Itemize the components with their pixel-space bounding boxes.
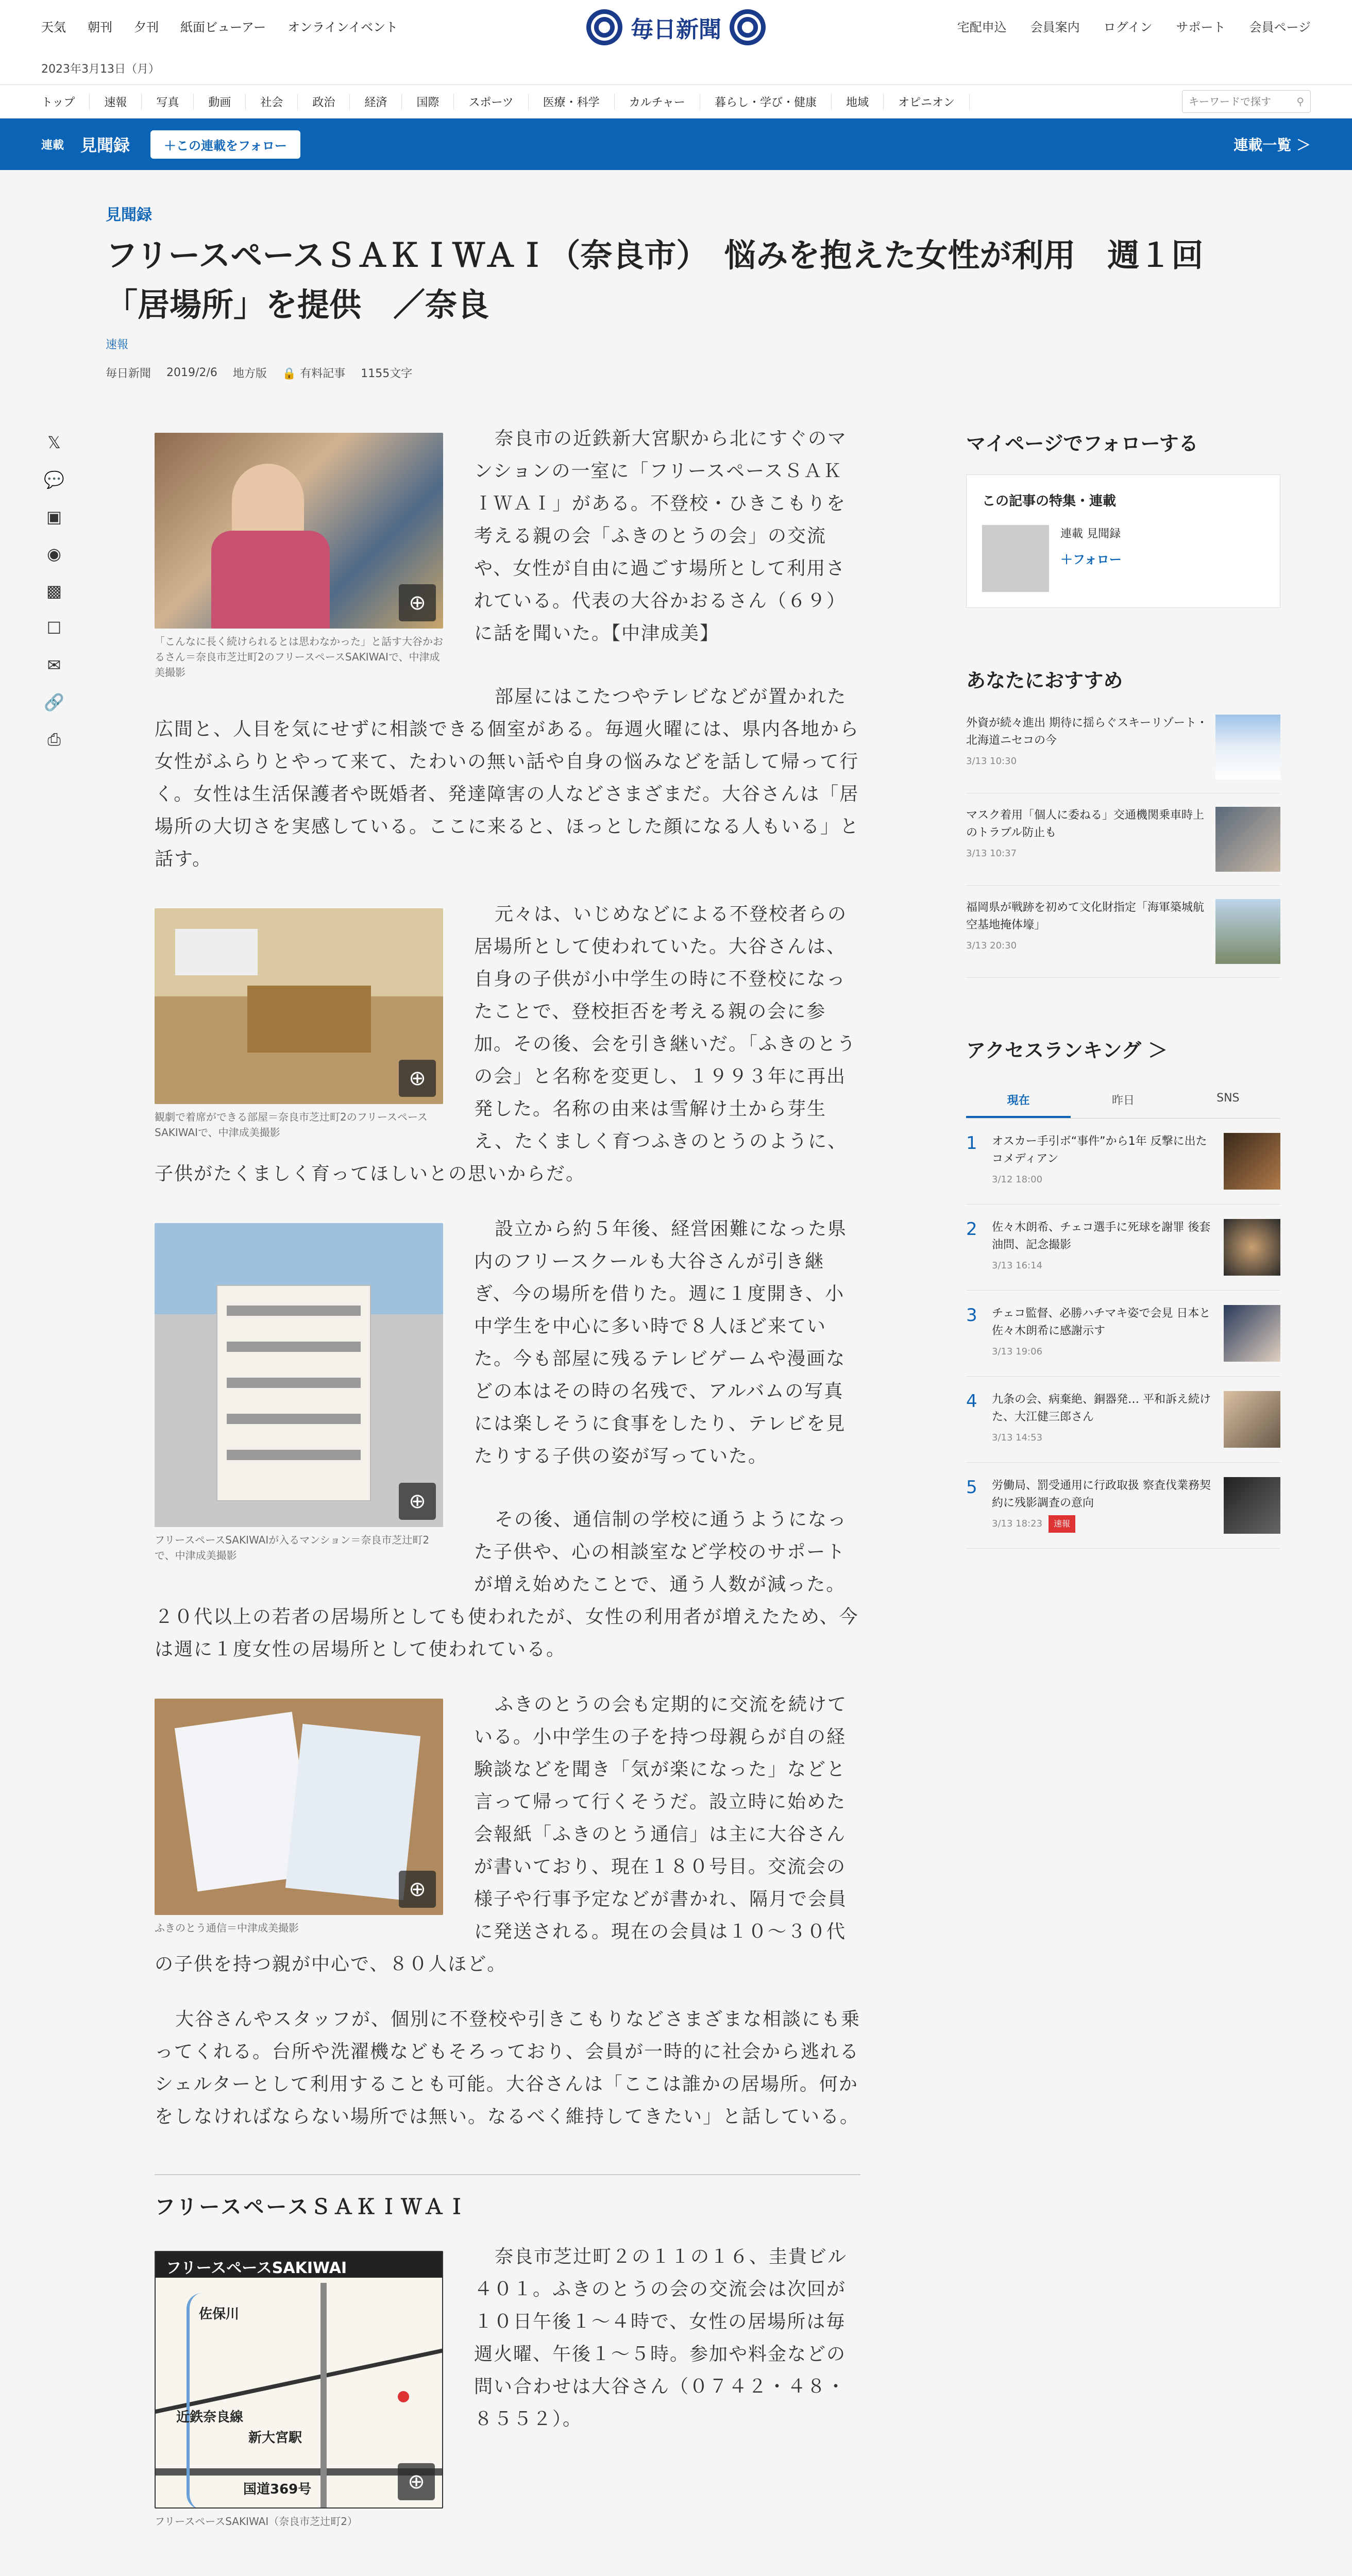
tab-yesterday[interactable]: 昨日 — [1111, 1094, 1135, 1107]
series-card-row — [982, 525, 1264, 592]
recommend-item-thumb — [1215, 899, 1280, 964]
zoom-icon[interactable]: ⊕ — [399, 584, 436, 621]
photo-2 — [155, 908, 443, 1140]
recommend-heading: あなたにおすすめ — [966, 669, 1123, 692]
series-follow-band — [0, 118, 1352, 170]
meta-paid-label: 有料記事 — [300, 367, 346, 380]
main-nav — [0, 84, 1352, 118]
search-icon[interactable]: ⚲ — [1296, 95, 1304, 108]
logo-mark-icon — [730, 9, 766, 45]
bookmark-icon[interactable]: ☐ — [46, 618, 62, 638]
recommend-item-3[interactable] — [966, 886, 1280, 978]
ranking-number: 5 — [966, 1477, 977, 1498]
logo-text: 毎日新聞 — [631, 16, 721, 43]
search-box — [1182, 90, 1311, 113]
photo-1-caption: 「こんなに長く続けられるとは思わなかった」と話す大谷かおるさん＝奈良市芝辻町2のフリースペースSAKIWAIで、中津成美撮影 — [155, 635, 443, 679]
recommend-item-2[interactable] — [966, 793, 1280, 886]
ranking-date: 3/13 19:06 — [992, 1346, 1043, 1357]
article-block-4 — [155, 1688, 860, 1980]
map-caption: フリースペースSAKIWAI（奈良市芝辻町2） — [155, 2515, 358, 2528]
recommend-item-thumb — [1215, 715, 1280, 779]
ranking-number: 4 — [966, 1391, 977, 1412]
top-bar — [0, 0, 1352, 52]
tab-now[interactable]: 現在 — [966, 1083, 1071, 1118]
zoom-icon[interactable]: ⊕ — [399, 1060, 436, 1097]
photo-1-image[interactable] — [155, 433, 443, 629]
paragraph-3: 元々は、いじめなどによる不登校者らの居場所として使われていた。大谷さんは、自身の子供が小中学生の時に不登校になったことで、登校拒否を考える親の会に参加。その後、会を引き継いだ。「ふきのとうの会」と名称を変更し、１９９３年に再出発した。名称の由来は雪解け土から芽生え、たくましく育つふきのとうのように、子供がたくましく育ってほしいとの思いからだ。 — [155, 904, 857, 1184]
recommend-item-title: 外資が続々進出 期待に揺らぐスキーリゾート・北海道ニセコの今 — [966, 717, 1208, 747]
link-icon[interactable]: 🔗 — [44, 692, 64, 712]
top-link-membership[interactable]: 会員案内 — [1030, 20, 1080, 35]
map-label-station: 新大宮駅 — [248, 2430, 302, 2446]
lock-icon: 🔒 — [282, 367, 297, 380]
paragraph-6: ふきのとうの会も定期的に交流を続けている。小中学生の子を持つ母親らが自の経験談などを聞き「気が楽になった」などと言って帰って行くそうだ。設立時に始めた会報紙「ふきのとう通信」は主に大谷さんが書いており、現在１８０号目。交流会の様子や行事予定などが書かれ、隔月で会員に発送される。現在の会員は１０～３０代の子供を持つ親が中心で、８０人ほど。 — [155, 1694, 848, 1975]
map-figure — [155, 2251, 443, 2529]
recommend-item-date: 3/13 10:37 — [966, 848, 1017, 859]
recommend-item-1[interactable] — [966, 701, 1280, 793]
paragraph-4: 設立から約５年後、経営困難になった県内のフリースクールも大谷さんが引き継ぎ、今の場所を借りた。週に１度開き、小中学生を中心に多い時で８人ほど来ていた。今も部屋に残るテレビゲームや漫画などの本はその時の名残で、アルバムの写真には楽しそうに食事をしたり、テレビを見たりする子供の姿が写っていた。 — [474, 1218, 848, 1467]
nav-item-economy[interactable]: 経済 — [350, 94, 402, 110]
ranking-tabs — [966, 1083, 1280, 1118]
recommend-item-body — [966, 807, 1208, 872]
recommend-item-title: マスク着用「個人に委ねる」交通機関乗車時上のトラブル防止も — [966, 809, 1205, 839]
nav-item-top[interactable]: トップ — [41, 94, 90, 110]
ranking-date: 3/12 18:00 — [992, 1174, 1043, 1185]
article-block-2 — [155, 898, 860, 1190]
photo-3 — [155, 1223, 443, 1563]
top-link-login[interactable]: ログイン — [1103, 20, 1153, 35]
line-icon[interactable]: ▣ — [46, 507, 62, 527]
ranking-date-text: 3/13 18:23 — [992, 1518, 1043, 1529]
paragraph-7: 大谷さんやスタッフが、個別に不登校や引きこもりなどさまざまな相談にも乗ってくれる。台所や洗濯機などもそろっており、会員が一時的に社会から逃れるシェルターとして利用することも可能。大谷さんは「ここは誰かの居場所。何かをしなければならない場所では無い。なるべく維持してきたい」と話している。 — [155, 2009, 861, 2127]
meta-paid — [282, 365, 345, 381]
mypage-follow-heading: マイページでフォローする — [966, 432, 1198, 455]
ranking-body — [992, 1477, 1213, 1533]
series-list-link[interactable]: 連載一覧 ＞ — [1233, 137, 1311, 154]
ranking-thumb — [1224, 1305, 1280, 1362]
follow-series-button[interactable]: ＋この連載をフォロー — [150, 130, 300, 159]
photo-2-caption: 観劇で着席ができる部屋＝奈良市芝辻町2のフリースペースSAKIWAIで、中津成美撮影 — [155, 1111, 428, 1139]
comment-icon[interactable]: 💬 — [44, 470, 64, 489]
meta-chars: 1155文字 — [361, 367, 413, 380]
mail-icon[interactable]: ✉ — [47, 655, 61, 675]
twitter-icon[interactable]: 𝕏 — [47, 433, 61, 452]
map-label-river: 佐保川 — [199, 2307, 240, 2322]
series-tag: 連載 — [41, 139, 64, 152]
ranking-title: オスカー手引ボ“事件”から1年 反撃に出たコメディアン — [992, 1135, 1207, 1165]
info-heading: フリースペースＳＡＫＩＷＡＩ — [155, 2174, 860, 2220]
nav-item-politics[interactable]: 政治 — [298, 94, 350, 110]
paragraph-1: 奈良市の近鉄新大宮駅から北にすぐのマンションの一室に「フリースペースＳＡＫＩＷＡＩ」がある。不登校・ひきこもりを考える親の会「ふきのとうの会」の交流や、女性が自由に過ごす場所として利用されている。代表の大谷かおるさん（６９）に話を聞いた。【中津成美】 — [474, 428, 848, 644]
top-link-member-page[interactable]: 会員ページ — [1249, 20, 1311, 35]
ranking-item[interactable] — [966, 1118, 1280, 1205]
nav-item-opinion[interactable]: オピニオン — [884, 94, 970, 110]
ranking-number: 3 — [966, 1305, 977, 1326]
ranking-list — [966, 1118, 1280, 1549]
ranking-body — [992, 1133, 1213, 1189]
series-card-follow-button[interactable]: ＋フォロー — [1060, 552, 1122, 567]
ranking-title: チェコ監督、必勝ハチマキ姿で会見 日本と佐々木朗希に感謝示す — [992, 1307, 1211, 1337]
print-icon[interactable]: ⎙ — [47, 730, 61, 749]
meta-source: 毎日新聞 — [106, 367, 151, 380]
paragraph-5: その後、通信制の学校に通うようになった子供や、心の相談室など学校のサポートが増え始めたことで、通う人数が減った。２０代以上の若者の居場所としても使われたが、女性の利用者が増えたため、今は週に１度女性の居場所として使われている。 — [155, 1509, 859, 1660]
ranking-thumb — [1224, 1133, 1280, 1190]
meta-date: 2019/2/6 — [166, 366, 217, 379]
ranking-thumb — [1224, 1477, 1280, 1534]
nav-item-video[interactable]: 動画 — [194, 94, 246, 110]
recommend-item-date: 3/13 20:30 — [966, 940, 1017, 951]
map-label-road: 国道369号 — [243, 2482, 312, 2497]
site-logo[interactable] — [586, 9, 766, 45]
photo-1 — [155, 433, 443, 680]
article-block-1 — [155, 422, 860, 875]
top-left-links — [41, 17, 398, 35]
ranking-date: 3/13 16:14 — [992, 1260, 1043, 1271]
recommend-item-date: 3/13 10:30 — [966, 756, 1017, 767]
current-date: 2023年3月13日（月） — [41, 62, 160, 76]
photo-3-image[interactable] — [155, 1223, 443, 1527]
top-link-weather[interactable]: 天気 — [41, 20, 66, 35]
ranking-item[interactable] — [966, 1205, 1280, 1291]
top-link-events[interactable]: オンラインイベント — [288, 20, 398, 35]
zoom-icon[interactable]: ⊕ — [398, 2463, 435, 2500]
recommend-item-body — [966, 715, 1208, 779]
top-link-subscribe[interactable]: 宅配申込 — [957, 20, 1007, 35]
search-input[interactable] — [1189, 95, 1296, 108]
recommend-item-body — [966, 899, 1208, 964]
ranking-date — [992, 1515, 1213, 1533]
photo-2-image[interactable] — [155, 908, 443, 1104]
paragraph-2: 部屋にはこたつやテレビなどが置かれた広間と、人目を気にせずに相談できる個室がある。毎週火曜には、県内各地から女性がふらりとやって来て、たわいの無い話や自身の悩みなどを話して帰って行く。女性は生活保護者や既婚者、発達障害の人などさまざまだ。大谷さんは「居場所の大切さを実感している。ここに来ると、ほっとした顔になる人もいる」と話す。 — [155, 686, 860, 870]
top-link-evening[interactable]: 夕刊 — [134, 20, 159, 35]
ranking-title: 九条の会、病棄絶、銅器発… 平和訴え続けた、大江健三郎さん — [992, 1393, 1211, 1423]
sidebar — [966, 428, 1280, 1549]
nav-item-photo[interactable]: 写真 — [142, 94, 194, 110]
hatena-icon[interactable]: ▩ — [46, 581, 62, 601]
nav-item-region[interactable]: 地域 — [832, 94, 884, 110]
ranking-heading[interactable]: アクセスランキング ＞ — [966, 1039, 1168, 1062]
map-image[interactable] — [155, 2251, 443, 2509]
recommend-item-thumb — [1215, 807, 1280, 872]
ranking-item[interactable] — [966, 1291, 1280, 1377]
top-link-support[interactable]: サポート — [1176, 20, 1226, 35]
nav-item-world[interactable]: 国際 — [402, 94, 454, 110]
nav-item-society[interactable]: 社会 — [246, 94, 298, 110]
date-row — [0, 52, 1352, 84]
tab-sns[interactable]: SNS — [1216, 1092, 1240, 1105]
ranking-number: 1 — [966, 1133, 977, 1154]
ranking-item[interactable] — [966, 1377, 1280, 1463]
nav-item-breaking[interactable]: 速報 — [90, 94, 142, 110]
ranking-thumb — [1224, 1219, 1280, 1276]
ranking-date: 3/13 14:53 — [992, 1432, 1043, 1443]
nav-item-science[interactable]: 医療・科学 — [529, 94, 615, 110]
top-link-viewer[interactable]: 紙面ビューアー — [180, 20, 266, 35]
ranking-title: 労働局、罰受通用に行政取扱 察査伐業務契約に残影調査の意向 — [992, 1479, 1211, 1510]
photo-4 — [155, 1699, 443, 1936]
breaking-badge: 速報 — [1049, 1515, 1075, 1533]
info-text: 奈良市芝辻町２の１１の１６、圭貴ビル４０１。ふきのとうの会の交流会は次回が１０日午後１～４時で、女性の居場所は毎週火曜、午後１～５時。参加や料金などの問い合わせは大谷さん（０７４２・４８・８５５２）。 — [474, 2246, 848, 2430]
share-rail — [41, 433, 67, 750]
ranking-body — [992, 1305, 1213, 1361]
ranking-number: 2 — [966, 1219, 977, 1240]
top-right-links — [957, 17, 1311, 35]
series-title[interactable]: 見聞録 — [80, 135, 130, 155]
nav-item-culture[interactable]: カルチャー — [615, 94, 700, 110]
ranking-body — [992, 1219, 1213, 1275]
series-card-tag: 連載 見聞録 — [1060, 528, 1121, 540]
ranking-item[interactable] — [966, 1463, 1280, 1549]
top-link-morning[interactable]: 朝刊 — [88, 20, 112, 35]
info-block — [155, 2241, 860, 2539]
photo-4-caption: ふきのとう通信＝中津成美撮影 — [155, 1922, 299, 1934]
logo-mark-icon — [586, 9, 622, 45]
nav-item-sports[interactable]: スポーツ — [454, 94, 528, 110]
article-block-3 — [155, 1213, 860, 1666]
series-card-title: この記事の特集・連載 — [982, 494, 1117, 509]
zoom-icon[interactable]: ⊕ — [399, 1483, 436, 1520]
article-body — [155, 422, 860, 2562]
article-kicker[interactable]: 見聞録 — [106, 206, 152, 224]
article-meta — [106, 365, 412, 381]
article-category[interactable]: 速報 — [106, 338, 129, 351]
article-title: フリースペースＳＡＫＩＷＡＩ（奈良市） 悩みを抱えた女性が利用 週１回「居場所」を提供 ／奈良 — [106, 236, 1204, 324]
zoom-icon[interactable]: ⊕ — [399, 1871, 436, 1908]
ranking-thumb — [1224, 1391, 1280, 1448]
photo-3-caption: フリースペースSAKIWAIが入るマンション＝奈良市芝辻町2で、中津成美撮影 — [155, 1534, 430, 1562]
ranking-title: 佐々木朗希、チェコ選手に死球を謝罪 後套油問、記念撮影 — [992, 1221, 1211, 1251]
recommend-item-title: 福岡県が戦跡を初めて文化財指定「海軍築城航空基地掩体壕」 — [966, 901, 1205, 931]
map-title: フリースペースSAKIWAI — [156, 2252, 442, 2278]
photo-4-image[interactable] — [155, 1699, 443, 1915]
ranking-body — [992, 1391, 1213, 1447]
series-card — [966, 474, 1280, 608]
series-card-thumb — [982, 525, 1049, 592]
recommend-list — [966, 701, 1280, 978]
map-label-line: 近鉄奈良線 — [176, 2410, 244, 2425]
series-card-info — [1060, 525, 1122, 592]
facebook-icon[interactable]: ◉ — [47, 544, 61, 564]
nav-item-life[interactable]: 暮らし・学び・健康 — [700, 94, 832, 110]
meta-section: 地方版 — [232, 367, 267, 380]
